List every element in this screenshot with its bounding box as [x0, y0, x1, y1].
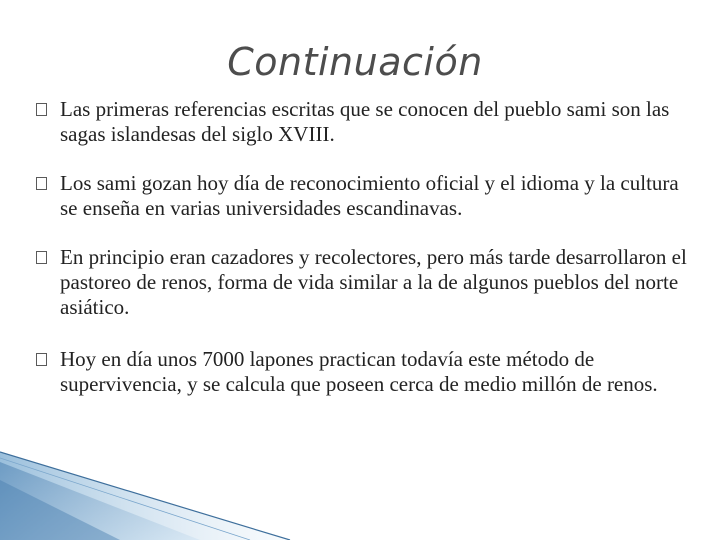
slide-title-text: Continuación — [227, 40, 483, 84]
bullet-item — [36, 97, 696, 147]
bullet-item — [36, 245, 696, 320]
bullet-box-icon — [36, 177, 47, 190]
slide-title — [0, 40, 720, 84]
corner-decoration — [0, 450, 300, 540]
bullet-box-icon — [36, 103, 47, 116]
bullet-text: Las primeras referencias escritas que se conocen del pueblo sami son las sagas islandesas del siglo XVIII. — [60, 97, 670, 146]
bullet-list — [36, 97, 696, 421]
bullet-box-icon — [36, 353, 47, 366]
bullet-text: Los sami gozan hoy día de reconocimiento oficial y el idioma y la cultura se enseña en varias universidades escandinavas. — [60, 171, 679, 220]
bullet-box-icon — [36, 251, 47, 264]
bullet-item — [36, 347, 696, 397]
bullet-text: En principio eran cazadores y recolectores, pero más tarde desarrollaron el pastoreo de renos, forma de vida similar a la de algunos pueblos del norte asiático. — [60, 245, 687, 319]
bullet-item — [36, 171, 696, 221]
bullet-text: Hoy en día unos 7000 lapones practican todavía este método de supervivencia, y se calcula que poseen cerca de medio millón de renos. — [60, 347, 658, 396]
